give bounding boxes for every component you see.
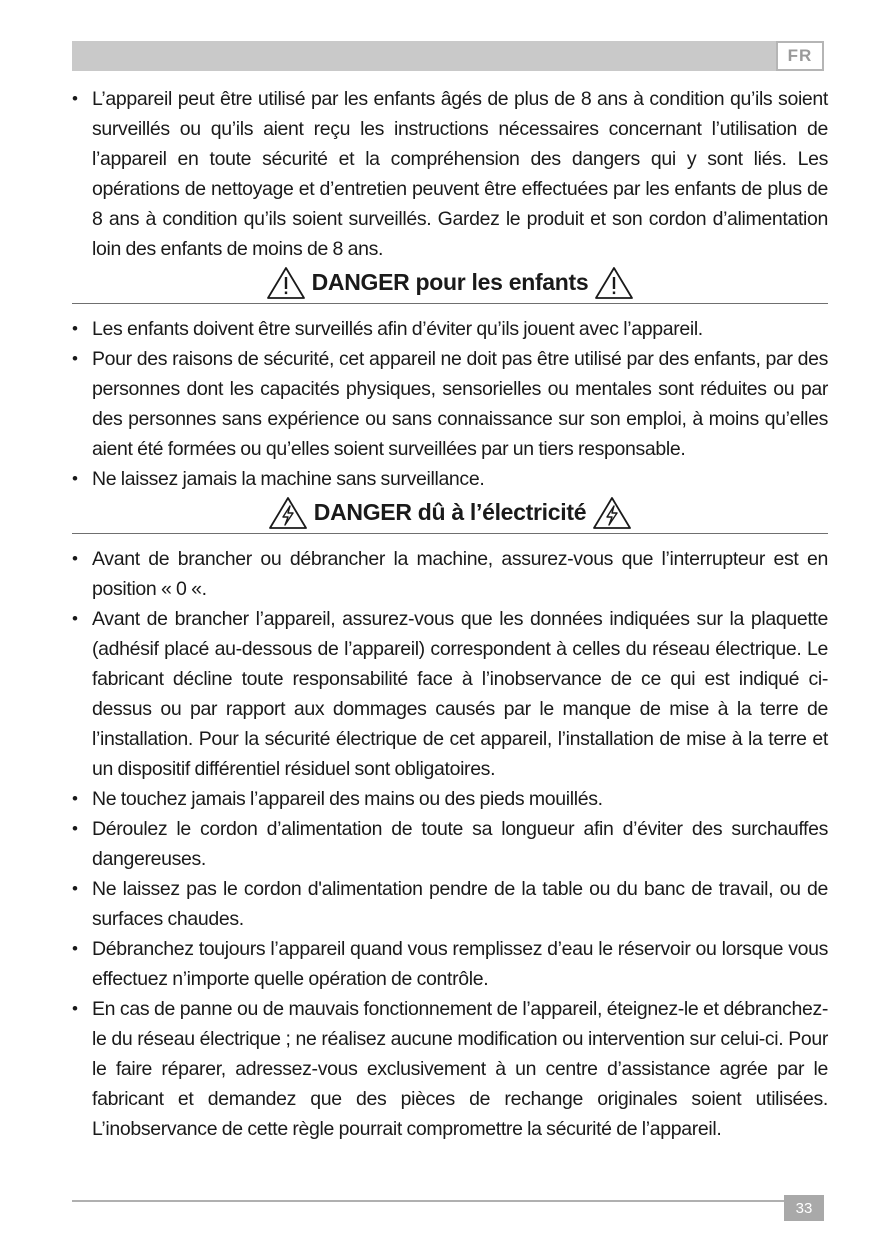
list-item: • Avant de brancher ou débrancher la machine, assurez-vous que l’interrupteur est en position « 0 «. bbox=[72, 544, 828, 604]
list-item: • Avant de brancher l’appareil, assurez-vous que les données indiquées sur la plaquette (adhésif placé au-dessous de l’appareil) correspondent à celles du réseau électrique. Le fabricant décline toute responsabilité face à l’inobservance de ce qui est indiqué ci-dessus ou par rapport aux dommages causés par le manque de mise à la terre de l’installation. Pour la sécurité électrique de cet appareil, l’installation de mise à la terre et un dispositif différentiel résiduel sont obligatoires. bbox=[72, 604, 828, 784]
list-item: • Débranchez toujours l’appareil quand vous remplissez d’eau le réservoir ou lorsque vous effectuez n’importe quelle opération de contrôle. bbox=[72, 934, 828, 994]
header-bar bbox=[72, 41, 824, 71]
intro-list bbox=[72, 84, 828, 264]
section-title: DANGER pour les enfants bbox=[311, 269, 589, 295]
section-heading-electricity bbox=[72, 494, 828, 534]
page-number: 33 bbox=[784, 1195, 824, 1221]
list-item: • Ne laissez pas le cordon d'alimentation pendre de la table ou du banc de travail, ou de surfaces chaudes. bbox=[72, 874, 828, 934]
electricity-danger-list bbox=[72, 544, 828, 1144]
list-item: • Ne laissez jamais la machine sans surveillance. bbox=[72, 464, 828, 494]
list-item: • Ne touchez jamais l’appareil des mains ou des pieds mouillés. bbox=[72, 784, 828, 814]
warning-electric-icon bbox=[268, 496, 308, 530]
list-item: • Déroulez le cordon d’alimentation de toute sa longueur afin d’éviter des surchauffes dangereuses. bbox=[72, 814, 828, 874]
section-heading-children bbox=[72, 264, 828, 304]
language-badge: FR bbox=[776, 41, 824, 71]
warning-exclamation-icon bbox=[266, 266, 306, 300]
footer-rule bbox=[72, 1200, 784, 1202]
warning-electric-icon bbox=[592, 496, 632, 530]
warning-exclamation-icon bbox=[594, 266, 634, 300]
list-item: • En cas de panne ou de mauvais fonctionnement de l’appareil, éteignez-le et débranchez-le du réseau électrique ; ne réalisez aucune modification ou intervention sur celui-ci. Pour le faire réparer, adressez-vous exclusivement à un centre d’assistance agrée par le fabricant et demandez que des pièces de rechange originales soient utilisées. L’inobservance de cette règle pourrait compromettre la sécurité de l’appareil. bbox=[72, 994, 828, 1144]
list-item: • Pour des raisons de sécurité, cet appareil ne doit pas être utilisé par des enfants, par des personnes dont les capacités physiques, sensorielles ou mentales sont réduites ou par des personnes sans expérience ou sans connaissance sur son emploi, à moins qu’elles aient été formées ou qu’elles soient surveillées par un tiers responsable. bbox=[72, 344, 828, 464]
list-item: • Les enfants doivent être surveillés afin d’éviter qu’ils jouent avec l’appareil. bbox=[72, 314, 828, 344]
children-danger-list bbox=[72, 314, 828, 494]
list-item: • L’appareil peut être utilisé par les enfants âgés de plus de 8 ans à condition qu’ils soient surveillés ou qu’ils aient reçu les instructions nécessaires concernant l’utilisation de l’appareil en toute sécurité et la compréhension des dangers qui y sont liés. Les opérations de nettoyage et d’entretien peuvent être effectuées par les enfants de plus de 8 ans à condition qu’ils soient surveillés. Gardez le produit et son cordon d’alimentation loin des enfants de moins de 8 ans. bbox=[72, 84, 828, 264]
section-title: DANGER dû à l’électricité bbox=[313, 499, 587, 525]
page-content bbox=[72, 84, 828, 1144]
